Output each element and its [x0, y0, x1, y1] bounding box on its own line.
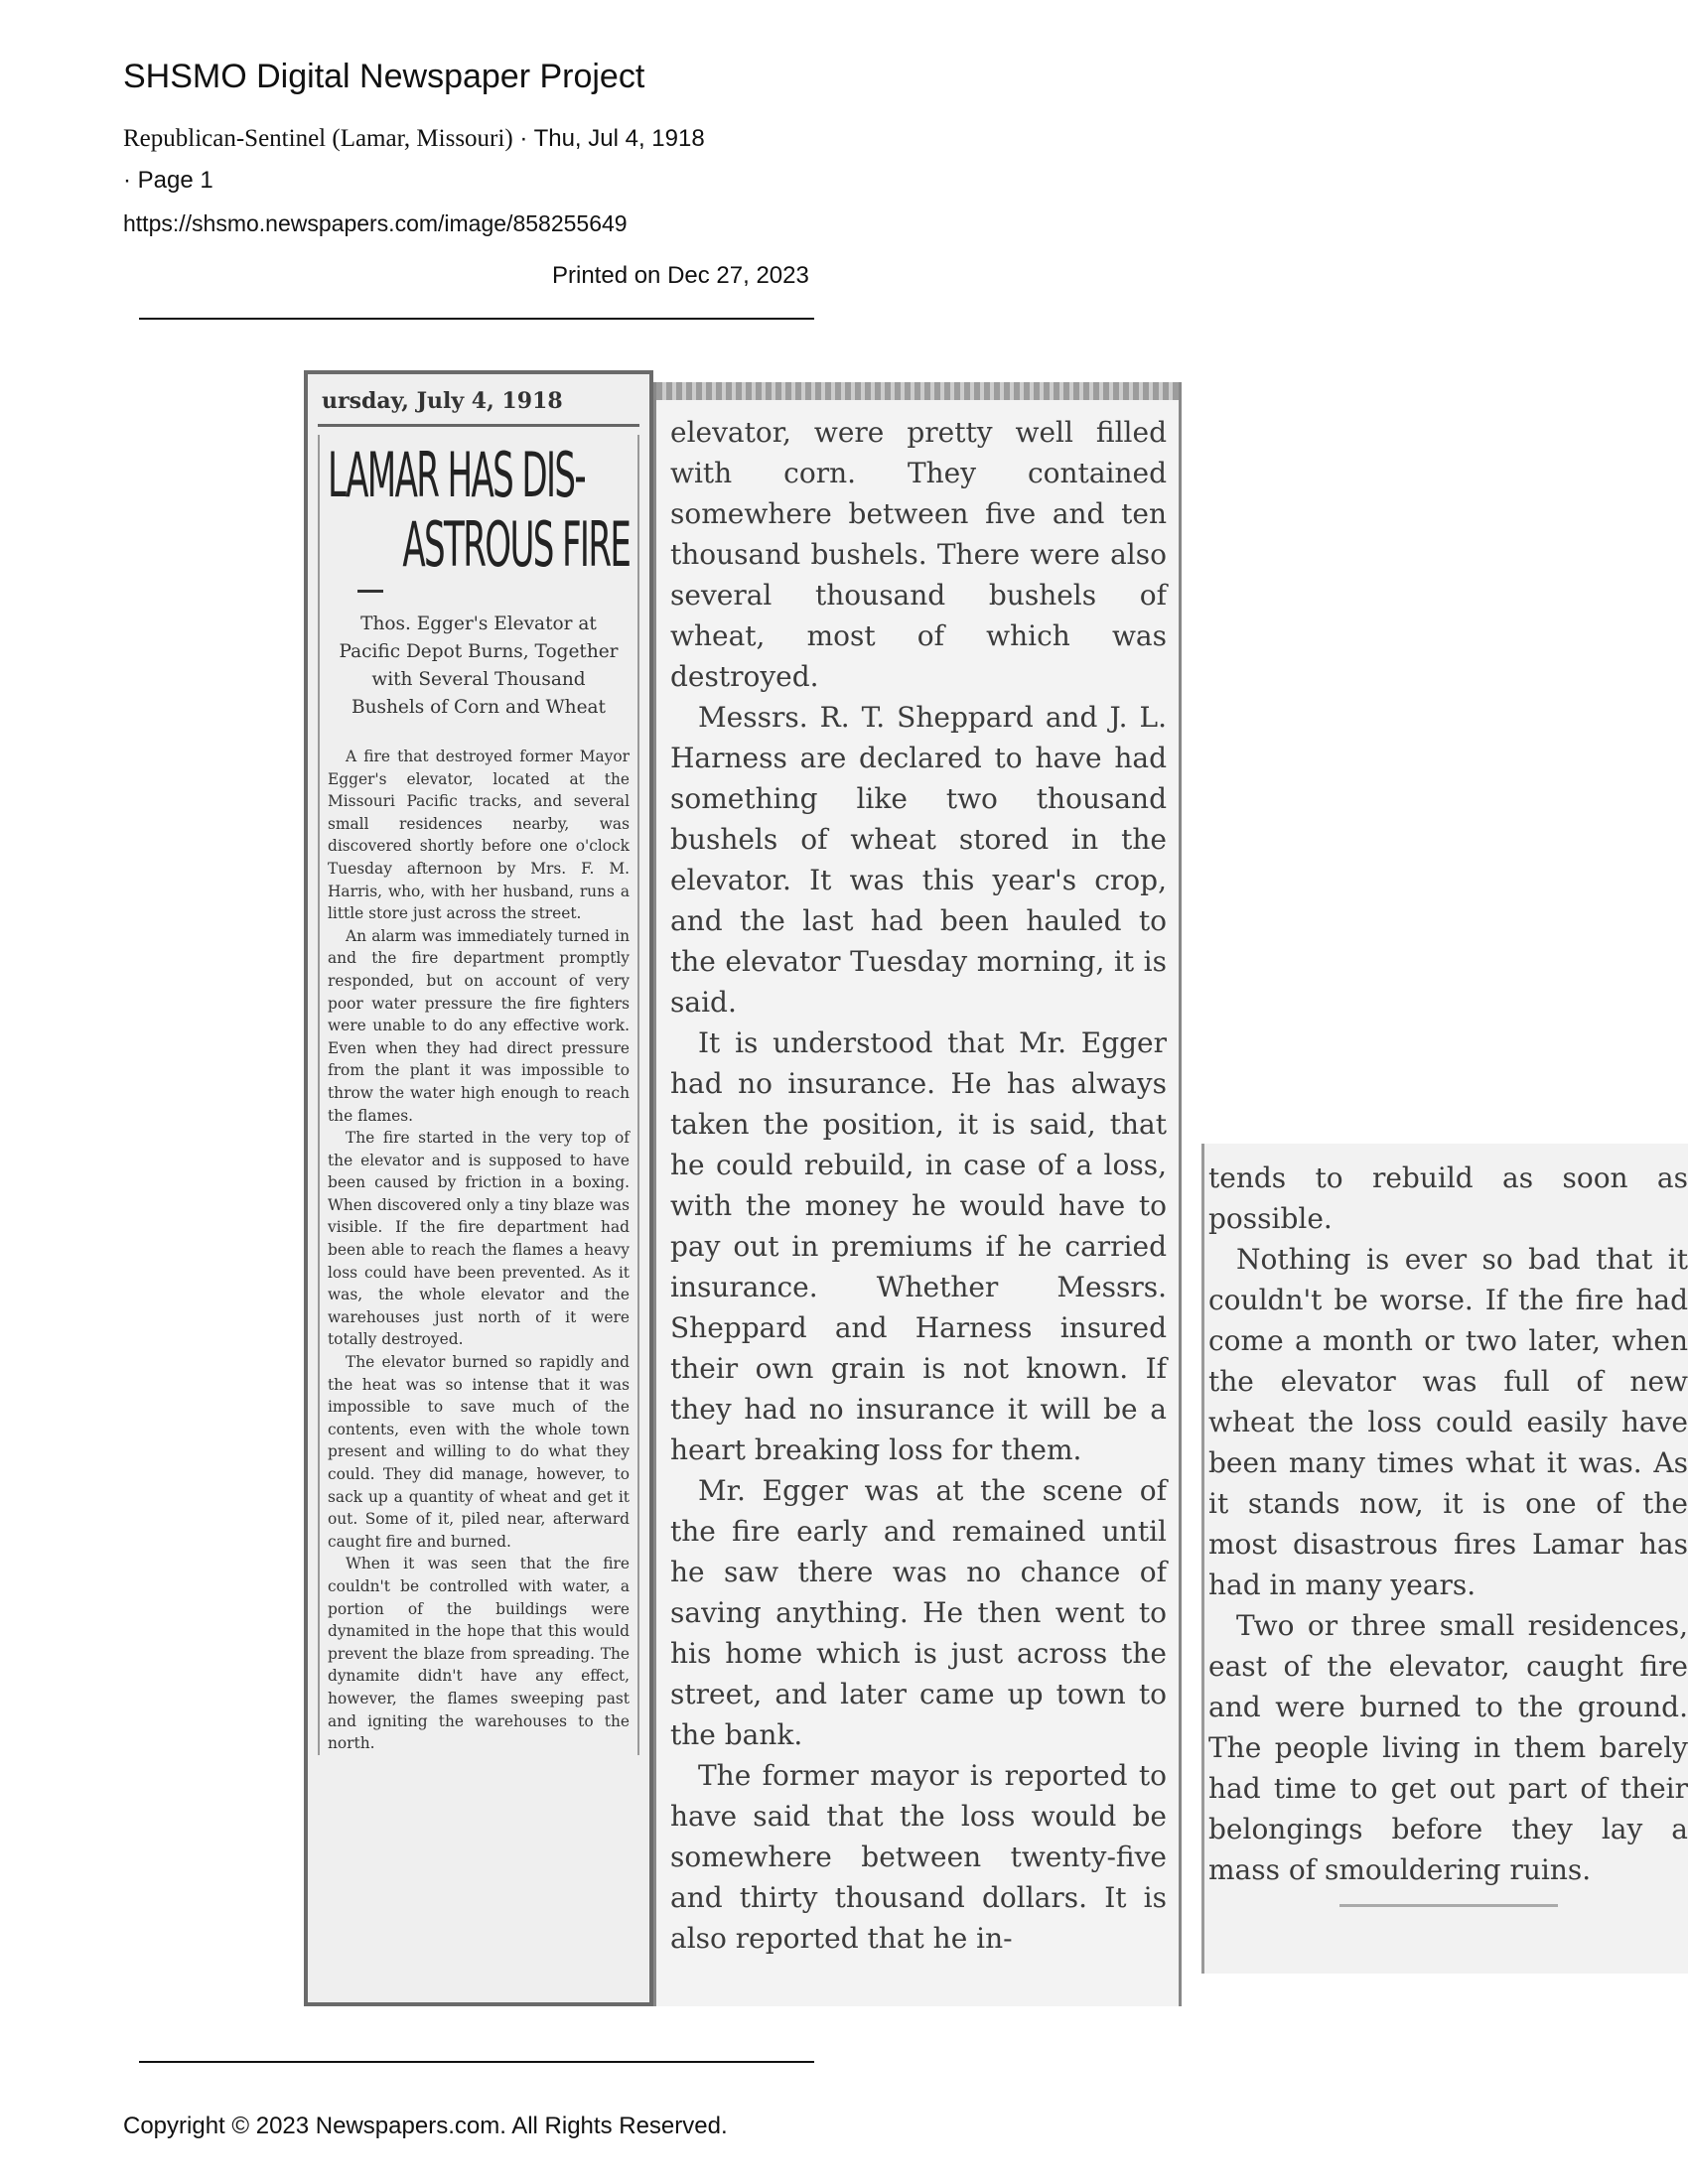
article-body-column-2 — [670, 412, 1167, 1959]
subheadline: Thos. Egger's Elevator at Pacific Depot Burns, Together with Several Thousand Bushels of Corn and Wheat — [339, 614, 619, 718]
separator: · — [519, 125, 528, 152]
publication-line — [123, 125, 705, 153]
source-url[interactable]: https://shsmo.newspapers.com/image/858255649 — [123, 210, 628, 236]
top-divider — [139, 318, 814, 320]
publication-name: Republican-Sentinel (Lamar, Missouri) — [123, 125, 513, 152]
clipping-dateline: ursday, July 4, 1918 — [318, 382, 639, 427]
bottom-divider — [139, 2061, 814, 2063]
paragraph: When it was seen that the fire couldn't be controlled with water, a portion of the buildings were dynamited in the hope that this would prevent the blaze from spreading. The dynamite didn't have any effect, however, the flames sweeping past and igniting the warehouses to the north. — [328, 1555, 630, 1753]
printed-date: Printed on Dec 27, 2023 — [552, 262, 809, 289]
publication-date: Thu, Jul 4, 1918 — [533, 125, 705, 152]
paragraph-continuation: tends to rebuild as soon as possible. — [1208, 1161, 1688, 1235]
paragraph: Mr. Egger was at the scene of the fire early and remained until he saw there was no chance of saving anything. He then went to his home which is just across the street, and later came up town to the bank. — [670, 1474, 1167, 1751]
headline-dash — [357, 590, 383, 593]
page-label: · Page 1 — [123, 167, 213, 194]
headline-line-1: LAMAR HAS DIS- — [328, 439, 586, 511]
paragraph: The former mayor is reported to have said that the loss would be somewhere between twenty-five and thirty thousand dollars. It is also reported that he in- — [670, 1759, 1167, 1955]
paragraph: A fire that destroyed former Mayor Egger's elevator, located at the Missouri Pacific tracks, and several small residences nearby, was discovered shortly before one o'clock Tuesday afternoon by Mrs. F. M. Harris, who, with her husband, runs a little store just across the street. — [328, 748, 630, 923]
end-rule — [1339, 1904, 1558, 1907]
headline-line-2: ASTROUS FIRE — [402, 508, 630, 581]
clipping-article-start — [304, 370, 653, 2006]
paragraph: Nothing is ever so bad that it couldn't be worse. If the fire had come a month or two later, when the elevator was full of new wheat the loss could easily have been many times what it was. As it stands now, it is one of the most disastrous fires Lamar has had in many years. — [1208, 1243, 1688, 1601]
article-body-column-3 — [1208, 1158, 1688, 1890]
clipping-article-middle — [653, 382, 1182, 2006]
site-title: SHSMO Digital Newspaper Project — [123, 58, 645, 95]
paragraph: The elevator burned so rapidly and the heat was so intense that it was impossible to save much of the contents, even with the whole town present and willing to do what they could. They did manage, however, to sack up a quantity of wheat and get it out. Some of it, piled near, afterward caught fire and burned. — [328, 1353, 630, 1551]
paragraph: The fire started in the very top of the elevator and is supposed to have been caused by friction in a boxing. When discovered only a tiny blaze was visible. If the fire department had been able to reach the flames a heavy loss could have been prevented. As it was, the whole elevator and the warehouses just north of it were totally destroyed. — [328, 1129, 630, 1349]
article-body-column-1 — [328, 746, 630, 1755]
clipping-article-end — [1201, 1144, 1688, 1974]
paragraph: elevator, were pretty well filled with corn. They contained somewhere between five and ten thousand bushels. There were also several thousand bushels of wheat, most of which was destroyed. — [670, 416, 1167, 693]
headline-box — [318, 435, 639, 1755]
paragraph: Messrs. R. T. Sheppard and J. L. Harness are declared to have had something like two thousand bushels of wheat stored in the elevator. It was this year's crop, and the last had been hauled to the elevator Tuesday morning, it is said. — [670, 701, 1167, 1019]
paragraph: It is understood that Mr. Egger had no insurance. He has always taken the position, it is said, that he could rebuild, in case of a loss, with the money he would have to pay out in premiums if he carried insurance. Whether Messrs. Sheppard and Harness insured their own grain is not known. If they had no insurance it will be a heart breaking loss for them. — [670, 1026, 1167, 1466]
paragraph: Two or three small residences, east of the elevator, caught fire and were burned to the ground. The people living in them barely had time to get out part of their belongings before they lay a mass of smouldering ruins. — [1208, 1609, 1688, 1886]
paragraph: An alarm was immediately turned in and the fire department promptly responded, but on account of very poor water pressure the fire fighters were unable to do any effective work. Even when they had direct pressure from the plant it was impossible to throw the water high enough to reach the flames. — [328, 926, 630, 1125]
copyright-notice: Copyright © 2023 Newspapers.com. All Rights Reserved. — [123, 2113, 728, 2139]
